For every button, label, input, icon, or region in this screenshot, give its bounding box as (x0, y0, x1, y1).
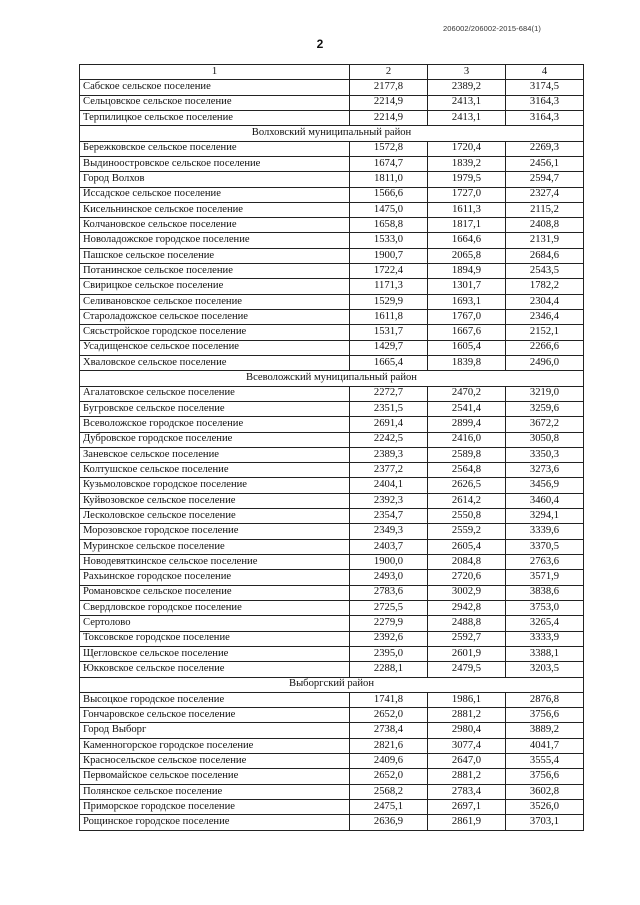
value-col2-cell: 2242,5 (350, 432, 428, 447)
table-row (80, 401, 584, 416)
document-id: 206002/206002-2015-684(1) (443, 24, 541, 33)
value-col2-cell: 2691,4 (350, 417, 428, 432)
value-col3-cell: 2470,2 (428, 386, 506, 401)
value-col2-cell: 2493,0 (350, 570, 428, 585)
settlement-name-cell: Муринское сельское поселение (80, 539, 350, 554)
value-col4-cell: 2876,8 (506, 692, 584, 707)
value-col4-cell: 1782,2 (506, 279, 584, 294)
settlement-name-cell: Красносельское сельское поселение (80, 754, 350, 769)
settlement-name-cell: Город Выборг (80, 723, 350, 738)
value-col4-cell: 2269,3 (506, 141, 584, 156)
table-row (80, 662, 584, 677)
value-col4-cell: 3333,9 (506, 631, 584, 646)
table-row (80, 509, 584, 524)
value-col3-cell: 2697,1 (428, 800, 506, 815)
header-cell-3: 3 (428, 65, 506, 80)
value-col4-cell: 3164,3 (506, 95, 584, 110)
table-row (80, 233, 584, 248)
value-col2-cell: 1572,8 (350, 141, 428, 156)
page-number: 2 (316, 37, 324, 51)
value-col2-cell: 1531,7 (350, 325, 428, 340)
value-col4-cell: 3756,6 (506, 769, 584, 784)
table-row (80, 570, 584, 585)
value-col3-cell: 1767,0 (428, 310, 506, 325)
settlement-name-cell: Кисельнинское сельское поселение (80, 202, 350, 217)
table-row (80, 585, 584, 600)
settlement-name-cell: Пашское сельское поселение (80, 248, 350, 263)
value-col3-cell: 1605,4 (428, 340, 506, 355)
value-col2-cell: 2403,7 (350, 539, 428, 554)
value-col3-cell: 2942,8 (428, 600, 506, 615)
table-row (80, 202, 584, 217)
value-col2-cell: 2177,8 (350, 80, 428, 95)
settlement-name-cell: Новоладожское городское поселение (80, 233, 350, 248)
table-row (80, 524, 584, 539)
value-col3-cell: 2881,2 (428, 769, 506, 784)
value-col2-cell: 2652,0 (350, 769, 428, 784)
value-col2-cell: 2568,2 (350, 784, 428, 799)
settlement-name-cell: Сабское сельское поселение (80, 80, 350, 95)
table-row (80, 800, 584, 815)
table-row (80, 754, 584, 769)
value-col4-cell: 3164,3 (506, 110, 584, 125)
table-row (80, 815, 584, 830)
value-col4-cell: 3370,5 (506, 539, 584, 554)
settlement-name-cell: Селивановское сельское поселение (80, 294, 350, 309)
settlement-name-cell: Полянское сельское поселение (80, 784, 350, 799)
table-row (80, 723, 584, 738)
settlement-name-cell: Щегловское сельское поселение (80, 646, 350, 661)
value-col4-cell: 3219,0 (506, 386, 584, 401)
table-row (80, 218, 584, 233)
value-col4-cell: 3753,0 (506, 600, 584, 615)
settlement-name-cell: Сельцовское сельское поселение (80, 95, 350, 110)
settlement-name-cell: Свирицкое сельское поселение (80, 279, 350, 294)
value-col4-cell: 3259,6 (506, 401, 584, 416)
value-col3-cell: 1693,1 (428, 294, 506, 309)
table-row (80, 264, 584, 279)
settlement-name-cell: Приморское городское поселение (80, 800, 350, 815)
value-col2-cell: 2395,0 (350, 646, 428, 661)
value-col4-cell: 2115,2 (506, 202, 584, 217)
settlement-name-cell: Морозовское городское поселение (80, 524, 350, 539)
value-col2-cell: 2272,7 (350, 386, 428, 401)
value-col4-cell: 3526,0 (506, 800, 584, 815)
value-col4-cell: 2496,0 (506, 355, 584, 370)
settlement-name-cell: Токсовское городское поселение (80, 631, 350, 646)
settlement-name-cell: Выдиноостровское сельское поселение (80, 156, 350, 171)
settlement-name-cell: Агалатовское сельское поселение (80, 386, 350, 401)
value-col3-cell: 2541,4 (428, 401, 506, 416)
value-col2-cell: 2475,1 (350, 800, 428, 815)
value-col3-cell: 2881,2 (428, 708, 506, 723)
settlement-name-cell: Бугровское сельское поселение (80, 401, 350, 416)
section-title: Волховский муниципальный район (80, 126, 584, 141)
table-row (80, 432, 584, 447)
table-row (80, 187, 584, 202)
section-header-row (80, 371, 584, 386)
value-col4-cell: 2763,6 (506, 555, 584, 570)
settlement-name-cell: Первомайское сельское поселение (80, 769, 350, 784)
table-row (80, 738, 584, 753)
table-row (80, 156, 584, 171)
value-col3-cell: 2550,8 (428, 509, 506, 524)
settlement-name-cell: Сясьстройское городское поселение (80, 325, 350, 340)
value-col4-cell: 2594,7 (506, 172, 584, 187)
value-col3-cell: 1727,0 (428, 187, 506, 202)
settlement-name-cell: Староладожское сельское поселение (80, 310, 350, 325)
header-cell-1: 1 (80, 65, 350, 80)
table-row (80, 539, 584, 554)
table-row (80, 417, 584, 432)
settlement-name-cell: Романовское сельское поселение (80, 585, 350, 600)
value-col2-cell: 1674,7 (350, 156, 428, 171)
table-row (80, 340, 584, 355)
value-col3-cell: 2720,6 (428, 570, 506, 585)
settlement-name-cell: Заневское сельское поселение (80, 447, 350, 462)
value-col2-cell: 2351,5 (350, 401, 428, 416)
table-row (80, 325, 584, 340)
settlement-name-cell: Усадищенское сельское поселение (80, 340, 350, 355)
value-col3-cell: 1839,2 (428, 156, 506, 171)
table-row (80, 294, 584, 309)
value-col3-cell: 2980,4 (428, 723, 506, 738)
settlement-name-cell: Колчановское сельское поселение (80, 218, 350, 233)
header-cell-4: 4 (506, 65, 584, 80)
value-col4-cell: 2346,4 (506, 310, 584, 325)
value-col2-cell: 2389,3 (350, 447, 428, 462)
table-row (80, 110, 584, 125)
value-col2-cell: 2392,3 (350, 493, 428, 508)
value-col3-cell: 2592,7 (428, 631, 506, 646)
settlement-name-cell: Куйвозовское сельское поселение (80, 493, 350, 508)
settlement-name-cell: Сертолово (80, 616, 350, 631)
table-row (80, 172, 584, 187)
section-header-row (80, 126, 584, 141)
value-col4-cell: 2266,6 (506, 340, 584, 355)
settlement-name-cell: Каменногорское городское поселение (80, 738, 350, 753)
value-col2-cell: 1533,0 (350, 233, 428, 248)
settlement-name-cell: Город Волхов (80, 172, 350, 187)
table-row (80, 478, 584, 493)
settlement-name-cell: Хваловское сельское поселение (80, 355, 350, 370)
value-col3-cell: 2614,2 (428, 493, 506, 508)
settlement-name-cell: Терпилицкое сельское поселение (80, 110, 350, 125)
value-col4-cell: 3672,2 (506, 417, 584, 432)
value-col4-cell: 2152,1 (506, 325, 584, 340)
value-col3-cell: 1894,9 (428, 264, 506, 279)
value-col3-cell: 2783,4 (428, 784, 506, 799)
table-row (80, 769, 584, 784)
settlement-name-cell: Гончаровское сельское поселение (80, 708, 350, 723)
value-col3-cell: 2605,4 (428, 539, 506, 554)
value-col4-cell: 3203,5 (506, 662, 584, 677)
value-col4-cell: 3350,3 (506, 447, 584, 462)
value-col4-cell: 2543,5 (506, 264, 584, 279)
value-col4-cell: 2304,4 (506, 294, 584, 309)
value-col2-cell: 2636,9 (350, 815, 428, 830)
value-col3-cell: 1979,5 (428, 172, 506, 187)
header-cell-2: 2 (350, 65, 428, 80)
value-col2-cell: 2349,3 (350, 524, 428, 539)
value-col3-cell: 2861,9 (428, 815, 506, 830)
value-col4-cell: 3388,1 (506, 646, 584, 661)
value-col4-cell: 3174,5 (506, 80, 584, 95)
table-row (80, 463, 584, 478)
value-col2-cell: 1900,7 (350, 248, 428, 263)
table-row (80, 386, 584, 401)
table-row (80, 95, 584, 110)
value-col2-cell: 2288,1 (350, 662, 428, 677)
value-col2-cell: 2377,2 (350, 463, 428, 478)
value-col4-cell: 3838,6 (506, 585, 584, 600)
value-col2-cell: 1741,8 (350, 692, 428, 707)
value-col3-cell: 1720,4 (428, 141, 506, 156)
value-col4-cell: 3703,1 (506, 815, 584, 830)
value-col2-cell: 2279,9 (350, 616, 428, 631)
table-row (80, 784, 584, 799)
value-col4-cell: 3339,6 (506, 524, 584, 539)
table-row (80, 355, 584, 370)
value-col3-cell: 2589,8 (428, 447, 506, 462)
value-col2-cell: 2409,6 (350, 754, 428, 769)
value-col4-cell: 3571,9 (506, 570, 584, 585)
table-row (80, 646, 584, 661)
table-row (80, 555, 584, 570)
value-col3-cell: 2559,2 (428, 524, 506, 539)
value-col3-cell: 2413,1 (428, 95, 506, 110)
value-col4-cell: 3889,2 (506, 723, 584, 738)
table-row (80, 493, 584, 508)
settlement-name-cell: Высоцкое городское поселение (80, 692, 350, 707)
settlement-name-cell: Бережковское сельское поселение (80, 141, 350, 156)
value-col3-cell: 2479,5 (428, 662, 506, 677)
value-col2-cell: 2404,1 (350, 478, 428, 493)
value-col2-cell: 1658,8 (350, 218, 428, 233)
value-col2-cell: 1566,6 (350, 187, 428, 202)
settlement-name-cell: Юкковское сельское поселение (80, 662, 350, 677)
value-col2-cell: 1722,4 (350, 264, 428, 279)
table-row (80, 600, 584, 615)
value-col3-cell: 2413,1 (428, 110, 506, 125)
settlement-name-cell: Дубровское городское поселение (80, 432, 350, 447)
value-col4-cell: 3265,4 (506, 616, 584, 631)
table-row (80, 80, 584, 95)
value-col4-cell: 2456,1 (506, 156, 584, 171)
value-col2-cell: 2392,6 (350, 631, 428, 646)
table-header-row (80, 65, 584, 80)
section-header-row (80, 677, 584, 692)
value-col3-cell: 1301,7 (428, 279, 506, 294)
value-col4-cell: 2327,4 (506, 187, 584, 202)
value-col4-cell: 3602,8 (506, 784, 584, 799)
table-row (80, 310, 584, 325)
value-col2-cell: 2214,9 (350, 95, 428, 110)
settlement-name-cell: Кузьмоловское городское поселение (80, 478, 350, 493)
value-col2-cell: 1811,0 (350, 172, 428, 187)
settlement-name-cell: Свердловское городское поселение (80, 600, 350, 615)
value-col2-cell: 1665,4 (350, 355, 428, 370)
value-col2-cell: 2652,0 (350, 708, 428, 723)
value-col3-cell: 2065,8 (428, 248, 506, 263)
value-col3-cell: 2626,5 (428, 478, 506, 493)
value-col2-cell: 2783,6 (350, 585, 428, 600)
value-col3-cell: 1611,3 (428, 202, 506, 217)
data-table (79, 64, 584, 831)
settlement-name-cell: Новодевяткинское сельское поселение (80, 555, 350, 570)
value-col4-cell: 2131,9 (506, 233, 584, 248)
table-row (80, 279, 584, 294)
value-col3-cell: 2488,8 (428, 616, 506, 631)
value-col3-cell: 2389,2 (428, 80, 506, 95)
value-col4-cell: 3555,4 (506, 754, 584, 769)
value-col2-cell: 2821,6 (350, 738, 428, 753)
value-col3-cell: 2899,4 (428, 417, 506, 432)
table-row (80, 708, 584, 723)
value-col2-cell: 1611,8 (350, 310, 428, 325)
table-row (80, 631, 584, 646)
value-col3-cell: 1817,1 (428, 218, 506, 233)
value-col3-cell: 3077,4 (428, 738, 506, 753)
table-row (80, 447, 584, 462)
settlement-name-cell: Потанинское сельское поселение (80, 264, 350, 279)
value-col4-cell: 2408,8 (506, 218, 584, 233)
value-col4-cell: 4041,7 (506, 738, 584, 753)
value-col4-cell: 3294,1 (506, 509, 584, 524)
table-body (80, 65, 584, 831)
value-col3-cell: 1839,8 (428, 355, 506, 370)
value-col3-cell: 1667,6 (428, 325, 506, 340)
value-col2-cell: 2725,5 (350, 600, 428, 615)
section-title: Всеволожский муниципальный район (80, 371, 584, 386)
value-col2-cell: 2214,9 (350, 110, 428, 125)
value-col4-cell: 3050,8 (506, 432, 584, 447)
value-col2-cell: 1171,3 (350, 279, 428, 294)
value-col2-cell: 1900,0 (350, 555, 428, 570)
value-col2-cell: 2354,7 (350, 509, 428, 524)
value-col3-cell: 2647,0 (428, 754, 506, 769)
value-col4-cell: 2684,6 (506, 248, 584, 263)
value-col2-cell: 1429,7 (350, 340, 428, 355)
table-row (80, 248, 584, 263)
value-col2-cell: 1529,9 (350, 294, 428, 309)
value-col3-cell: 2416,0 (428, 432, 506, 447)
value-col3-cell: 3002,9 (428, 585, 506, 600)
value-col3-cell: 1986,1 (428, 692, 506, 707)
table-row (80, 692, 584, 707)
table-row (80, 616, 584, 631)
value-col2-cell: 2738,4 (350, 723, 428, 738)
value-col3-cell: 1664,6 (428, 233, 506, 248)
value-col3-cell: 2601,9 (428, 646, 506, 661)
settlement-name-cell: Лесколовское сельское поселение (80, 509, 350, 524)
value-col4-cell: 3273,6 (506, 463, 584, 478)
settlement-name-cell: Колтушское сельское поселение (80, 463, 350, 478)
settlement-name-cell: Иссадское сельское поселение (80, 187, 350, 202)
value-col2-cell: 1475,0 (350, 202, 428, 217)
settlement-name-cell: Рощинское городское поселение (80, 815, 350, 830)
value-col4-cell: 3756,6 (506, 708, 584, 723)
value-col3-cell: 2084,8 (428, 555, 506, 570)
section-title: Выборгский район (80, 677, 584, 692)
value-col4-cell: 3456,9 (506, 478, 584, 493)
value-col4-cell: 3460,4 (506, 493, 584, 508)
settlement-name-cell: Рахьинское городское поселение (80, 570, 350, 585)
settlement-name-cell: Всеволожское городское поселение (80, 417, 350, 432)
value-col3-cell: 2564,8 (428, 463, 506, 478)
table-row (80, 141, 584, 156)
